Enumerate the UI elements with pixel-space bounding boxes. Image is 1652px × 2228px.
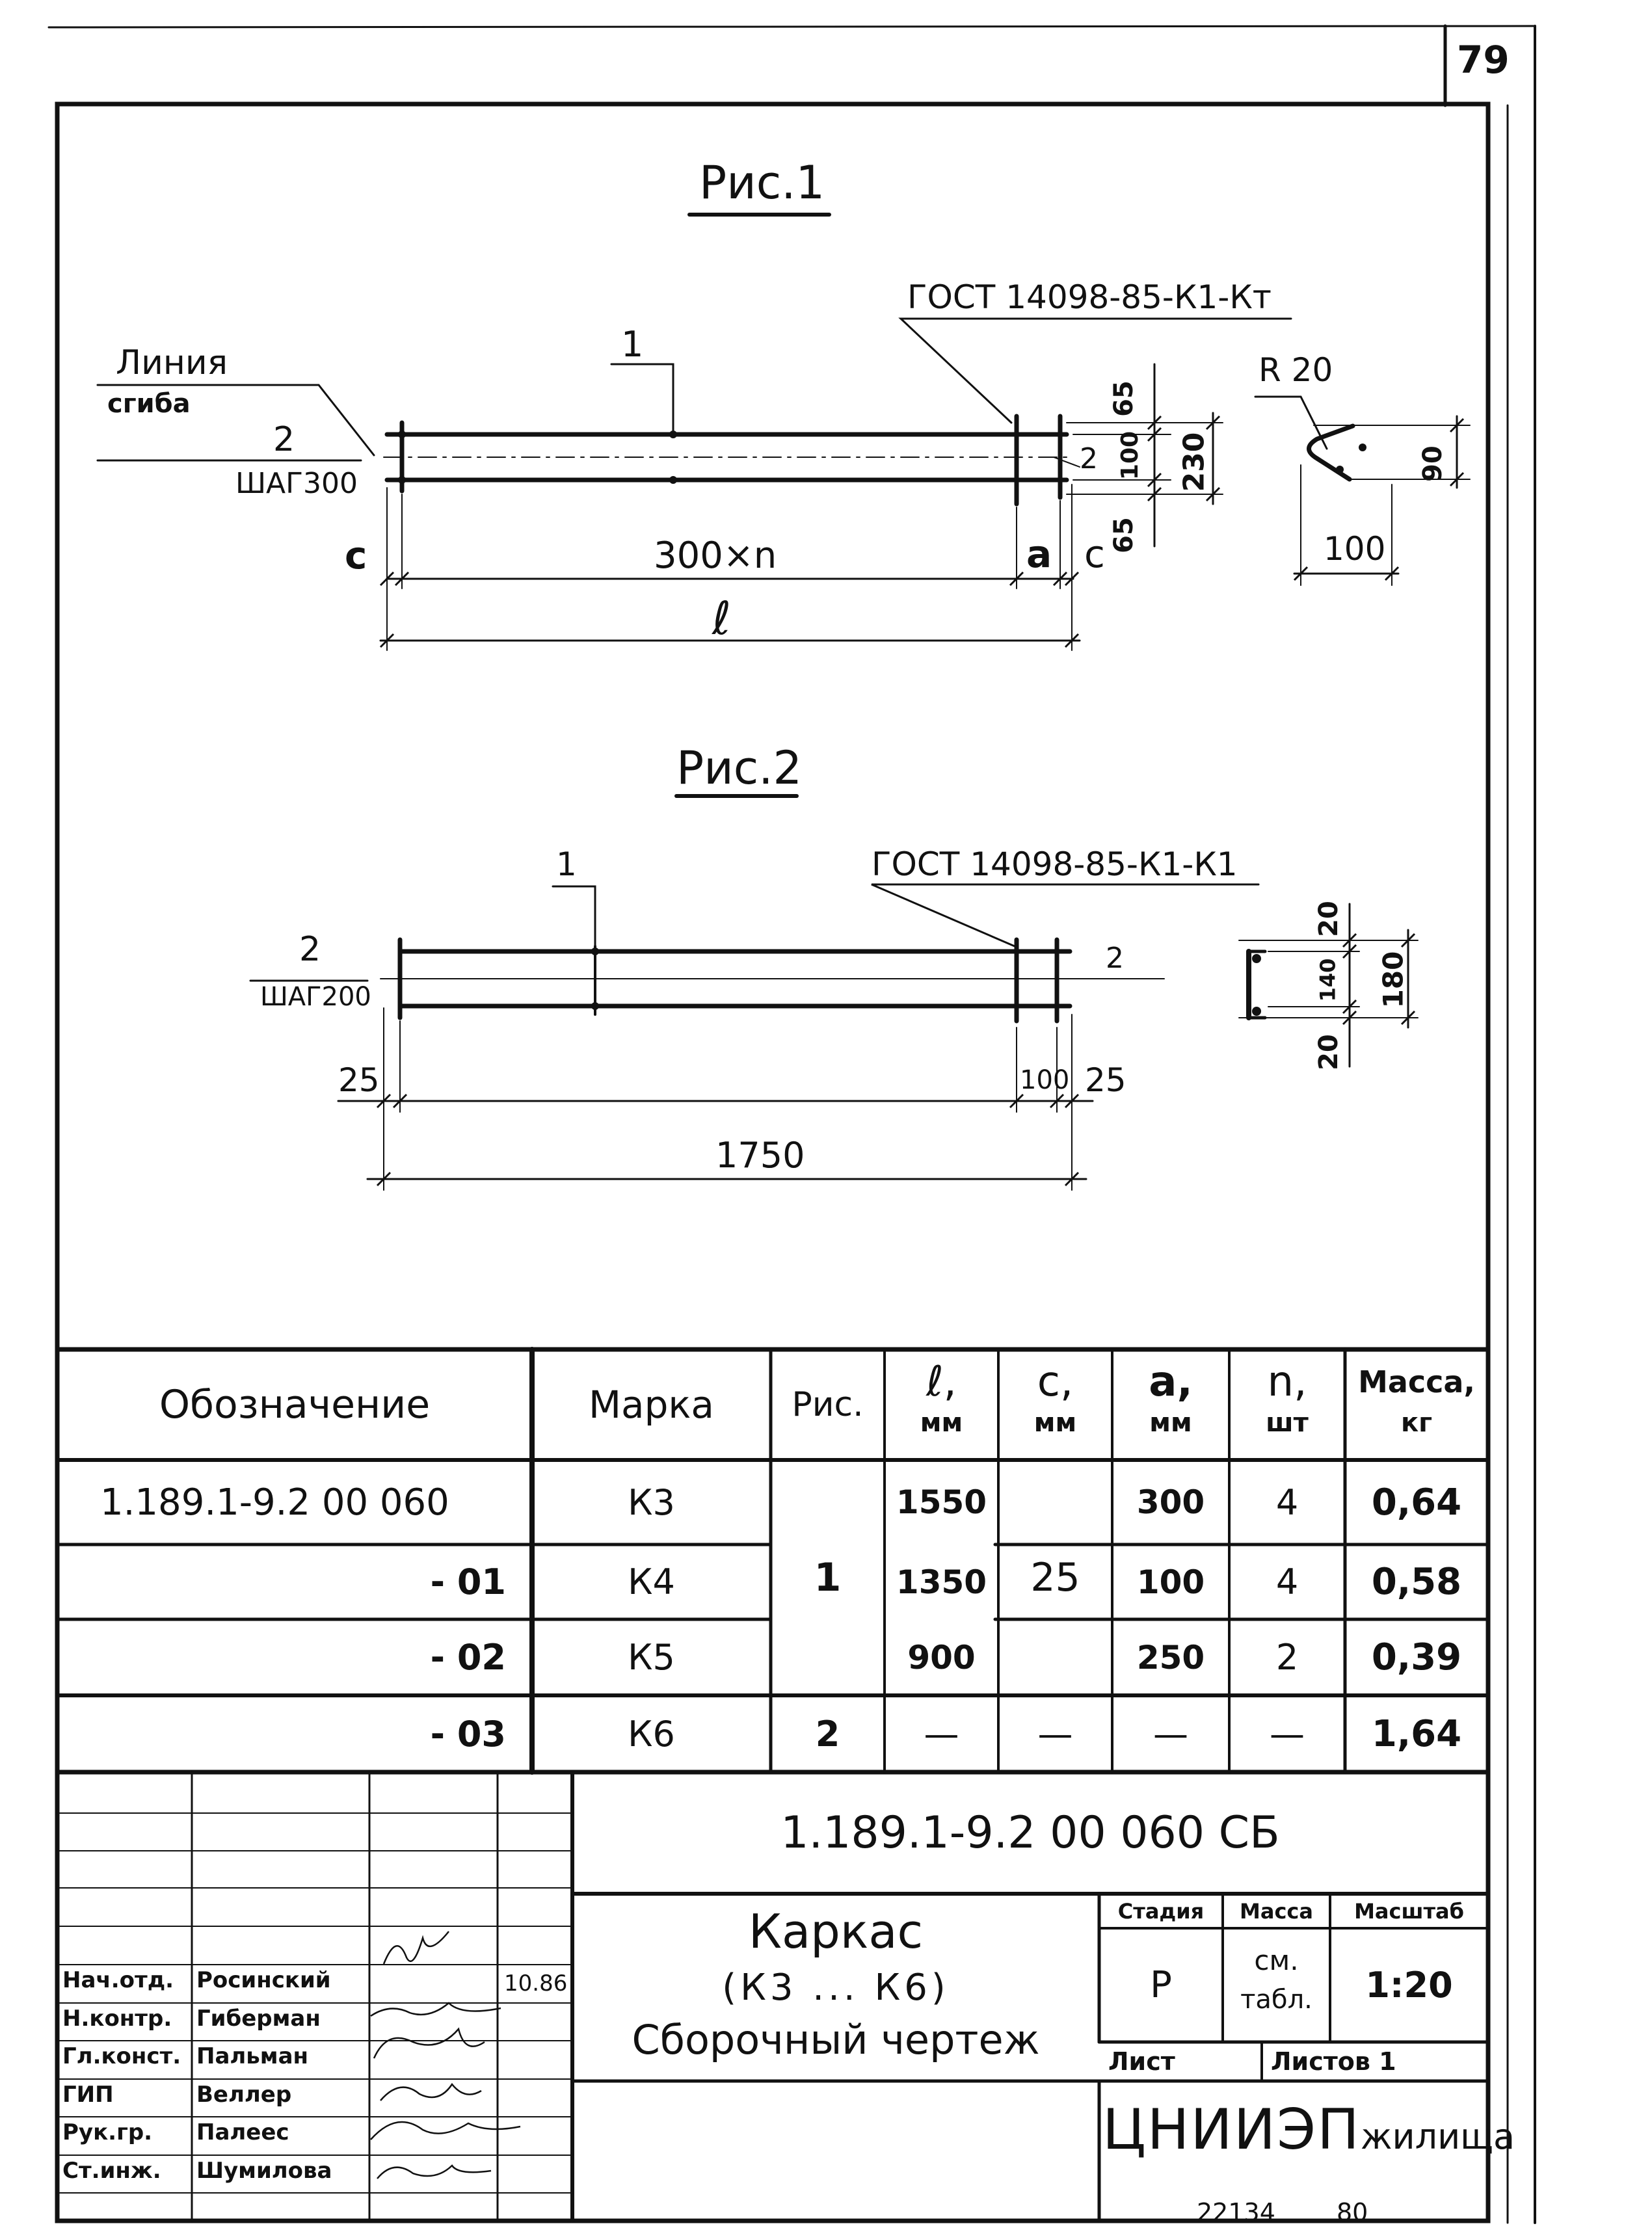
figure1-dim-span: 300×n xyxy=(654,535,777,577)
row2-n: 4 xyxy=(1275,1561,1299,1602)
figure1-dim-a: a xyxy=(1026,532,1052,576)
figure1-bend-line-label: Линия xyxy=(116,343,228,382)
figure2-position-1: 1 xyxy=(556,845,577,883)
row4-c: — xyxy=(1037,1713,1073,1755)
row3-designation: - 02 xyxy=(430,1637,506,1678)
row2-l: 1350 xyxy=(896,1563,987,1601)
signer-role-1: Нач.отд. xyxy=(62,1967,174,1993)
figure2-dim-20-top: 20 xyxy=(1313,901,1344,937)
figure2-dim-25-left: 25 xyxy=(338,1061,380,1099)
figure1-bend-line-label-2: сгиба xyxy=(107,389,191,419)
approval-date: 10.86 xyxy=(504,1970,568,1996)
row2-mass: 0,58 xyxy=(1371,1561,1462,1603)
table-header-l-unit: мм xyxy=(920,1408,963,1438)
signer-name-5: Палеес xyxy=(196,2119,289,2145)
mass-value-line2: табл. xyxy=(1240,1985,1312,2015)
signer-name-2: Гиберман xyxy=(196,2006,321,2032)
row2-designation: - 01 xyxy=(430,1561,506,1602)
row4-l: — xyxy=(924,1713,959,1755)
row4-mass: 1,64 xyxy=(1371,1712,1462,1755)
figure1-dim-l: ℓ xyxy=(712,592,731,645)
table-header-c xyxy=(998,1356,1112,1460)
table-header-mass-label: Масса, xyxy=(1358,1364,1475,1399)
figure1-step-label: ШАГ300 xyxy=(235,467,358,500)
table-header-n xyxy=(1229,1356,1345,1460)
signature-palman xyxy=(374,2029,485,2058)
table-header-n-unit: шт xyxy=(1266,1408,1309,1438)
table-header-l xyxy=(885,1356,998,1460)
organization xyxy=(1102,2097,1515,2208)
row4-designation: - 03 xyxy=(430,1713,506,1755)
organization-name: ЦНИИЭП xyxy=(1102,2097,1361,2162)
drawing-name-line2: (К3 ... К6) xyxy=(722,1967,950,2009)
row3-mark: К5 xyxy=(628,1637,675,1678)
table-header-designation: Обозначение xyxy=(159,1382,431,1427)
table-header-a-unit: мм xyxy=(1149,1408,1192,1438)
figure2-dim-140: 140 xyxy=(1315,958,1340,1002)
figure2-dim-25-right: 25 xyxy=(1085,1061,1126,1099)
drawing-name xyxy=(572,1899,1099,2081)
figure2-dim-180: 180 xyxy=(1377,951,1409,1009)
table-header-mass xyxy=(1345,1356,1488,1460)
stage-label: Стадия xyxy=(1117,1898,1205,1924)
figure1-dim-c-left: с xyxy=(345,533,367,577)
figure2-dim-20-bottom: 20 xyxy=(1313,1034,1344,1070)
mass-value xyxy=(1223,1941,1330,2039)
signature-shumilova xyxy=(377,2166,491,2179)
figure2-dim-1750: 1750 xyxy=(715,1135,805,1176)
figure2-position-2: 2 xyxy=(299,930,321,969)
signer-role-3: Гл.конст. xyxy=(62,2043,181,2069)
row1-designation: 1.189.1-9.2 00 060 xyxy=(100,1481,449,1524)
weld-points xyxy=(398,431,1366,1016)
figure2-gost-label: ГОСТ 14098-85-К1-К1 xyxy=(872,845,1238,883)
signer-role-2: Н.контр. xyxy=(62,2006,172,2032)
document-code: 1.189.1-9.2 00 060 СБ xyxy=(780,1807,1280,1859)
row3-n: 2 xyxy=(1275,1637,1299,1678)
table-header-a xyxy=(1112,1356,1229,1460)
figure2-dim-100: 100 xyxy=(1020,1065,1070,1095)
table-header-n-symbol: n, xyxy=(1267,1358,1307,1406)
figure1-position-2-right: 2 xyxy=(1080,442,1098,475)
table-header-c-unit: мм xyxy=(1033,1408,1077,1438)
row4-n: — xyxy=(1270,1713,1305,1755)
figure1-dim-230: 230 xyxy=(1177,432,1211,492)
row1-mass: 0,64 xyxy=(1371,1481,1462,1524)
row4-mark: К6 xyxy=(628,1713,675,1755)
table-header-mark: Марка xyxy=(589,1383,714,1427)
signer-role-5: Рук.гр. xyxy=(62,2119,153,2145)
table-header-a-symbol: a, xyxy=(1149,1358,1193,1406)
row1-n: 4 xyxy=(1275,1481,1299,1523)
table-header-mass-unit: кг xyxy=(1400,1408,1433,1438)
row3-a: 250 xyxy=(1136,1638,1205,1677)
archive-sheet-number: 80 xyxy=(1337,2198,1368,2227)
merged-fig-cell: 1 xyxy=(814,1555,842,1600)
page-number: 79 xyxy=(1457,38,1510,82)
figure1-position-2: 2 xyxy=(273,420,295,459)
stage-value: Р xyxy=(1150,1964,1172,2006)
row4-a: — xyxy=(1153,1713,1188,1755)
mass-label: Масса xyxy=(1240,1898,1313,1924)
row1-a: 300 xyxy=(1136,1483,1205,1521)
figure1-dim-65-bottom: 65 xyxy=(1108,517,1139,553)
sheets-count: Листов 1 xyxy=(1271,2047,1396,2076)
signer-name-4: Веллер xyxy=(196,2082,292,2108)
drawing-name-line3: Сборочный чертеж xyxy=(632,2016,1040,2063)
signer-role-4: ГИП xyxy=(62,2082,114,2108)
inventory-number: 22134 xyxy=(1197,2198,1275,2227)
figure1-bend-radius: R 20 xyxy=(1259,351,1333,389)
figure1-dim-c-right: с xyxy=(1084,532,1105,576)
scale-label: Масштаб xyxy=(1354,1898,1464,1924)
figure1-dim-100: 100 xyxy=(1117,431,1144,481)
merged-c-cell: 25 xyxy=(1030,1555,1080,1600)
figure1-dim-65-top: 65 xyxy=(1108,380,1139,417)
table-header-c-symbol: с, xyxy=(1037,1358,1074,1406)
mass-value-line1: см. xyxy=(1254,1944,1299,1976)
figure2-step-label: ШАГ200 xyxy=(260,982,371,1012)
drawing-name-line1: Каркас xyxy=(748,1904,924,1959)
signature-giberman xyxy=(371,2003,501,2016)
row1-l: 1550 xyxy=(896,1483,987,1521)
figure1-dim-100-bend: 100 xyxy=(1324,530,1386,568)
figure1-position-1: 1 xyxy=(621,324,644,365)
row4-fig: 2 xyxy=(815,1713,840,1755)
scale-value: 1:20 xyxy=(1365,1965,1453,2006)
signature-rosinsky xyxy=(384,1931,449,1964)
figure1-gost-label: ГОСТ 14098-85-К1-Кт xyxy=(907,278,1272,316)
organization-suffix: жилища xyxy=(1360,2116,1515,2157)
sheet-label: Лист xyxy=(1108,2047,1175,2076)
signer-name-1: Росинский xyxy=(196,1967,331,1993)
figure1-dim-90: 90 xyxy=(1417,445,1448,482)
table-header-fig: Рис. xyxy=(792,1385,864,1424)
row2-a: 100 xyxy=(1136,1563,1205,1601)
figure2-title: Рис.2 xyxy=(676,741,802,795)
row3-mass: 0,39 xyxy=(1371,1636,1462,1678)
row2-mark: К4 xyxy=(628,1561,675,1602)
signature-veller xyxy=(380,2084,481,2101)
row1-mark: К3 xyxy=(628,1481,675,1523)
table-header-l-symbol: ℓ, xyxy=(926,1358,957,1406)
signer-role-6: Ст.инж. xyxy=(62,2158,161,2184)
figure1-title: Рис.1 xyxy=(699,156,825,209)
figure2-position-2-right: 2 xyxy=(1106,942,1124,975)
signer-name-3: Пальман xyxy=(196,2043,309,2069)
row3-l: 900 xyxy=(907,1638,976,1677)
signer-name-6: Шумилова xyxy=(196,2158,332,2184)
